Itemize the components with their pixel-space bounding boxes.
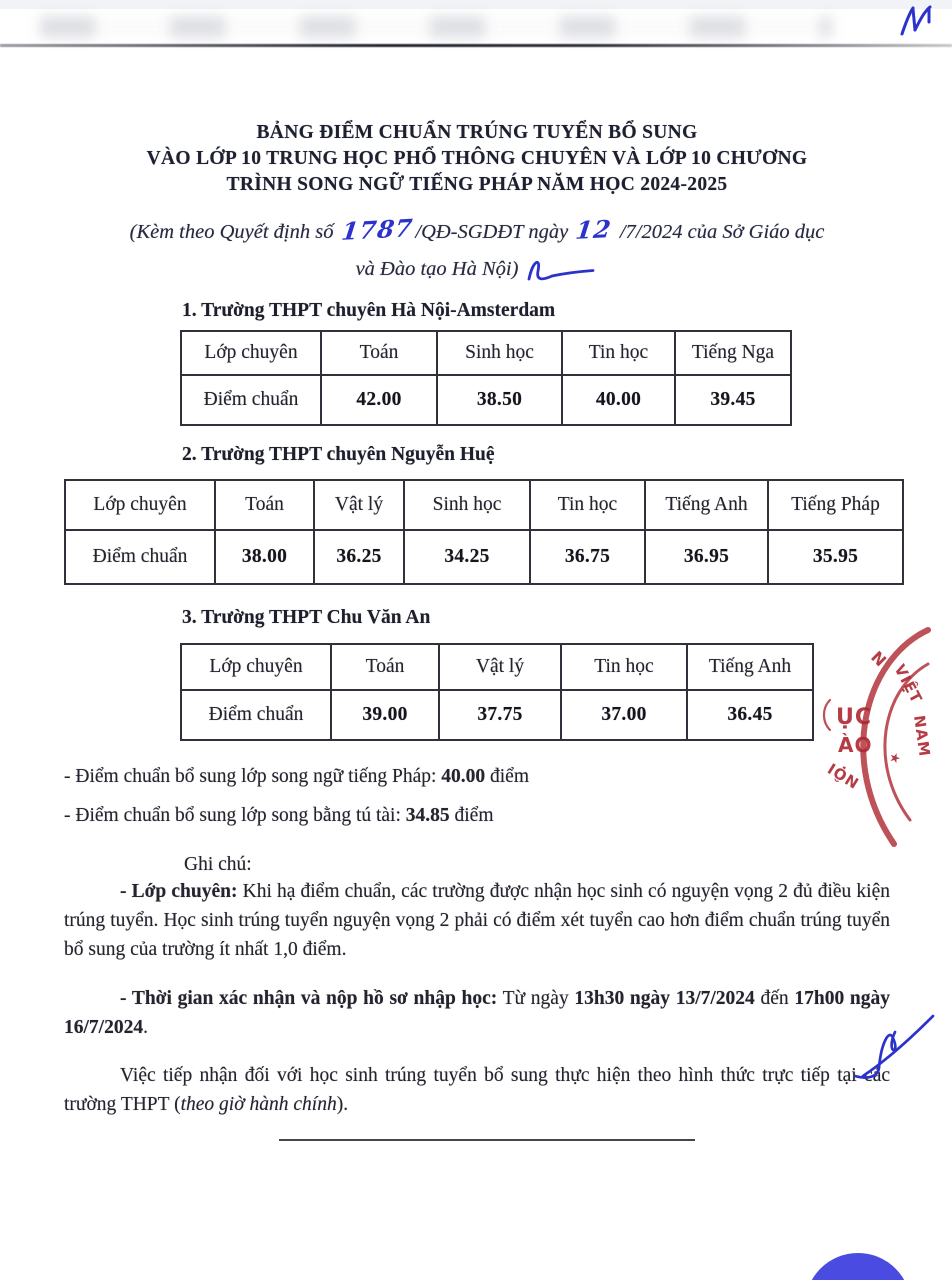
supplementary-score: 34.85 [405,805,450,826]
notes-label: Ghi chú: [184,854,252,875]
document-subtitle [64,211,890,288]
score-table-chu-van-an [180,643,814,741]
col-header: Toán [321,331,437,375]
supplementary-score-baccalaureate [64,802,890,830]
note-bold-lead: - Thời gian xác nhận và nộp hồ sơ nhập học: [120,987,498,1009]
supplementary-text: - Điểm chuẩn bổ sung lớp song bằng tú tài: [64,805,406,826]
col-header: Lớp chuyên [65,480,215,530]
col-header: Tiếng Anh [687,644,813,690]
note-class-rule [64,877,890,964]
section-heading-chu-van-an: 3. Trường THPT Chu Văn An [182,607,431,628]
row-label: Điểm chuẩn [181,375,321,425]
table-row [65,530,903,584]
scan-smudge-band [40,16,832,38]
chat-fab-button[interactable] [805,1253,911,1280]
score-table-amsterdam [180,330,792,426]
score-cell: 42.00 [321,375,437,425]
note-text: ). [336,1094,349,1115]
signature-flourish-mark-icon [835,1010,940,1088]
score-cell: 39.45 [675,375,791,425]
document-title-line: TRÌNH SONG NGỮ TIẾNG PHÁP NĂM HỌC 2024-2025 [226,174,728,195]
stamp-ring-viet: VIỆT [890,661,926,707]
col-header: Sinh học [437,331,562,375]
subtitle-text: (Kèm theo Quyết định số [129,221,339,243]
note-bold-date: 17h00 ngày 16/7/2024 [64,987,890,1038]
note-text: . [143,1016,148,1038]
score-cell: 35.95 [768,530,903,584]
scan-fold-line [0,44,952,47]
col-header: Lớp chuyên [181,644,331,690]
subtitle-line-2 [64,251,890,288]
score-cell: 39.00 [331,690,439,740]
note-text: đến [754,987,795,1009]
stamp-center-fragment: ỤC [836,705,873,730]
document-title-line: VÀO LỚP 10 TRUNG HỌC PHỔ THÔNG CHUYÊN VÀ LỚP 10 CHƯƠNG [146,148,808,169]
pen-scribble-mark-icon [896,4,944,38]
score-cell: 40.00 [562,375,675,425]
col-header: Toán [215,480,314,530]
score-cell: 37.75 [439,690,561,740]
row-label: Điểm chuẩn [181,690,331,740]
handwritten-decision-number: 1787 [339,213,415,246]
document-title-line: BẢNG ĐIỂM CHUẨN TRÚNG TUYỂN BỔ SUNG [256,122,698,143]
signature-check-mark-icon [524,253,598,287]
section-heading-nguyen-hue: 2. Trường THPT chuyên Nguyễn Huệ [182,444,495,465]
handwritten-day: 12 [574,214,614,245]
note-confirmation-time [64,984,890,1042]
table-row [181,690,813,740]
score-table-nguyen-hue [64,479,904,585]
col-header: Tin học [530,480,645,530]
supplementary-text: điểm [449,805,494,826]
score-cell: 34.25 [404,530,530,584]
score-cell: 36.75 [530,530,645,584]
subtitle-text: /QĐ-SGDĐT ngày [415,221,574,243]
official-red-stamp [812,612,952,852]
note-bold-date: 13h30 ngày 13/7/2024 [574,987,755,1009]
supplementary-score-french-bilingual [64,763,890,791]
note-text: Khi hạ điểm chuẩn, các trường được nhận học sinh có nguyện vọng 2 đủ điều kiện trúng tuyển. Học sinh trúng tuyển nguyện vọng 2 phải có điểm xét tuyển cao hơn điểm chuẩn trúng tuyển bổ sung của trường ít nhất 1,0 điểm. [64,881,890,960]
document-body [64,120,890,1141]
stamp-center-fragment: ÀO [838,733,873,757]
score-cell: 36.25 [314,530,404,584]
col-header: Vật lý [439,644,561,690]
score-cell: 37.00 [561,690,687,740]
row-label: Điểm chuẩn [65,530,215,584]
col-header: Tin học [562,331,675,375]
stamp-ring-n: N [867,647,891,672]
score-cell: 38.00 [215,530,314,584]
document-title [64,120,890,198]
score-cell: 38.50 [437,375,562,425]
note-bold-lead: - Lớp chuyên: [120,881,238,902]
col-header: Vật lý [314,480,404,530]
col-header: Tiếng Nga [675,331,791,375]
section-heading-amsterdam: 1. Trường THPT chuyên Hà Nội-Amsterdam [182,300,556,321]
note-text: Từ ngày [497,987,575,1009]
score-cell: 36.95 [645,530,768,584]
note-italic: theo giờ hành chính [180,1094,337,1115]
supplementary-score: 40.00 [441,766,486,787]
score-cell: 36.45 [687,690,813,740]
supplementary-text: điểm [485,766,530,787]
stamp-ring-nam: NAM [910,714,934,759]
note-text: Việc tiếp nhận đối với học sinh trúng tuyển bổ sung thực hiện theo hình thức trực tiếp tại các trường THPT ( [64,1065,890,1115]
col-header: Toán [331,644,439,690]
subtitle-text: và Đào tạo Hà Nội) [355,258,519,280]
col-header: Tiếng Pháp [768,480,903,530]
supplementary-text: - Điểm chuẩn bổ sung lớp song ngữ tiếng Pháp: [64,766,442,787]
stamp-ring-noi: NỘI [823,758,863,792]
end-divider-line [279,1139,695,1141]
note-reception [64,1061,890,1119]
subtitle-text: /7/2024 của Sở Giáo dục [614,221,825,243]
table-row [181,375,791,425]
table-header-row [65,480,903,530]
col-header: Tin học [561,644,687,690]
col-header: Lớp chuyên [181,331,321,375]
subtitle-line-1 [64,211,890,251]
stamp-star: ★ [886,749,904,769]
table-header-row [181,644,813,690]
table-header-row [181,331,791,375]
col-header: Sinh học [404,480,530,530]
scan-top-strip [0,0,952,9]
col-header: Tiếng Anh [645,480,768,530]
